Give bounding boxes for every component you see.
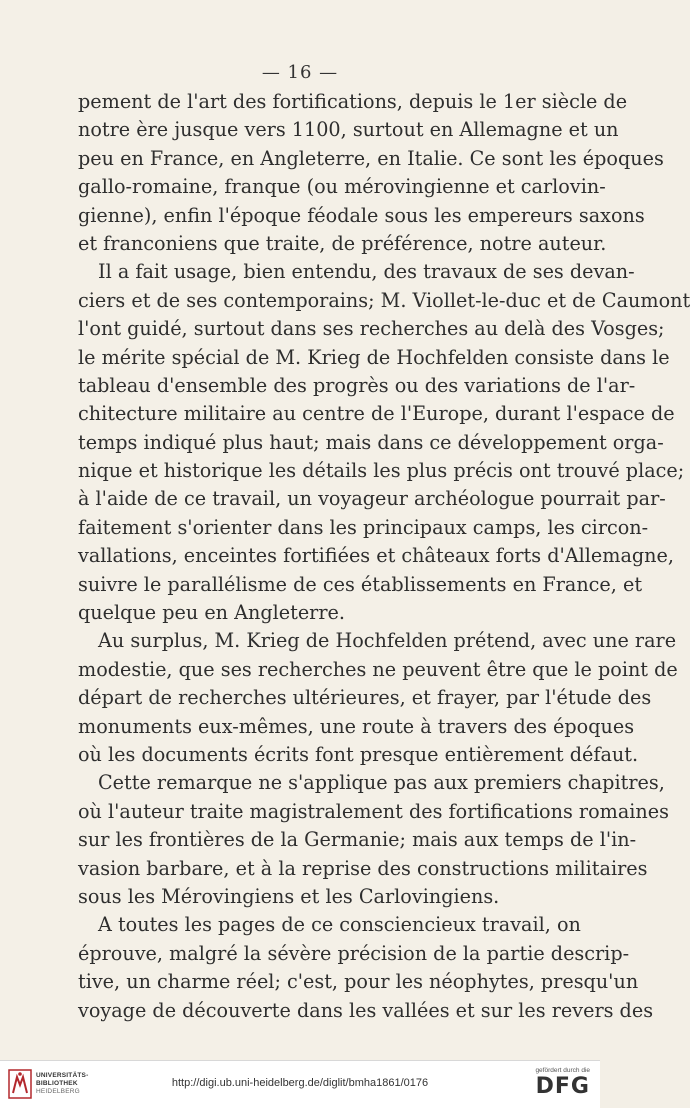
library-name-line: HEIDELBERG (36, 1088, 80, 1095)
library-name-line: BIBLIOTHEK (36, 1080, 78, 1087)
text-line: et franconiens que traite, de préférence, notre auteur. (78, 231, 607, 255)
funder (535, 1067, 590, 1100)
text-line: Cette remarque ne s'applique pas aux premiers chapitres, (98, 771, 665, 795)
text-line: à l'aide de ce travail, un voyageur archéologue pourrait par- (78, 487, 666, 511)
text-line: modestie, que ses recherches ne peuvent être que le point de (78, 657, 678, 681)
text-line: sous les Mérovingiens et les Carlovingiens. (78, 884, 500, 908)
text-line: pement de l'art des fortifications, depuis le 1er siècle de (78, 90, 628, 113)
text-line: gienne), enfin l'époque féodale sous les empereurs saxons (78, 203, 645, 227)
page-number: — 16 — (261, 62, 339, 83)
permalink-url[interactable]: http://digi.ub.uni-heidelberg.de/diglit/bmha1861/0176 (171, 1077, 429, 1089)
text-line: l'ont guidé, surtout dans ses recherches au delà des Vosges; (78, 317, 665, 341)
body-text (78, 88, 690, 1025)
text-line: notre ère jusque vers 1100, surtout en Allemagne et un (78, 118, 619, 142)
text-line: suivre le parallélisme de ces établissements en France, et (78, 572, 643, 596)
text-line: où les documents écrits font presque entièrement défaut. (78, 742, 639, 766)
text-line: départ de recherches ultérieures, et frayer, par l'étude des (78, 686, 652, 710)
text-line: peu en France, en Angleterre, en Italie. Ce sont les époques (78, 146, 664, 170)
text-line: le mérite spécial de M. Krieg de Hochfelden consiste dans le (78, 345, 670, 369)
text-line: A toutes les pages de ce consciencieux travail, on (98, 913, 581, 937)
text-line: vasion barbare, et à la reprise des constructions militaires (78, 856, 648, 880)
funder-caption: gefördert durch die (535, 1067, 590, 1074)
text-line: chitecture militaire au centre de l'Europe, durant l'espace de (78, 402, 675, 426)
library-name-line: UNIVERSITÄTS- (36, 1072, 89, 1079)
text-line: quelque peu en Angleterre. (78, 601, 345, 625)
text-line: nique et historique les détails les plus précis ont trouvé place; (78, 459, 685, 483)
text-line: sur les frontières de la Germanie; mais aux temps de l'in- (78, 828, 637, 852)
text-line: tableau d'ensemble des progrès ou des variations de l'ar- (78, 373, 636, 397)
text-line: monuments eux-mêmes, une route à travers des époques (78, 714, 635, 738)
dfg-logo: DFG (535, 1074, 590, 1099)
text-line: Au surplus, M. Krieg de Hochfelden prétend, avec une rare (98, 629, 677, 653)
text-line: ciers et de ses contemporains; M. Viollet-le-duc et de Caumont (78, 288, 690, 312)
text-line: gallo-romaine, franque (ou mérovingienne et carlovin- (78, 175, 606, 199)
viewer-footer (0, 1060, 600, 1108)
text-line: faitement s'orienter dans les principaux camps, les circon- (78, 515, 649, 539)
text-line: tive, un charme réel; c'est, pour les néophytes, presqu'un (78, 970, 639, 994)
text-line: où l'auteur traite magistralement des fortifications romaines (78, 799, 669, 823)
text-line: Il a fait usage, bien entendu, des travaux de ses devan- (98, 260, 635, 284)
text-line: vallations, enceintes fortifiées et châteaux forts d'Allemagne, (78, 544, 674, 568)
text-line: voyage de découverte dans les vallées et sur les revers des (78, 998, 654, 1022)
text-line: éprouve, malgré la sévère précision de la partie descrip- (78, 941, 630, 965)
text-line: temps indiqué plus haut; mais dans ce développement orga- (78, 430, 664, 454)
